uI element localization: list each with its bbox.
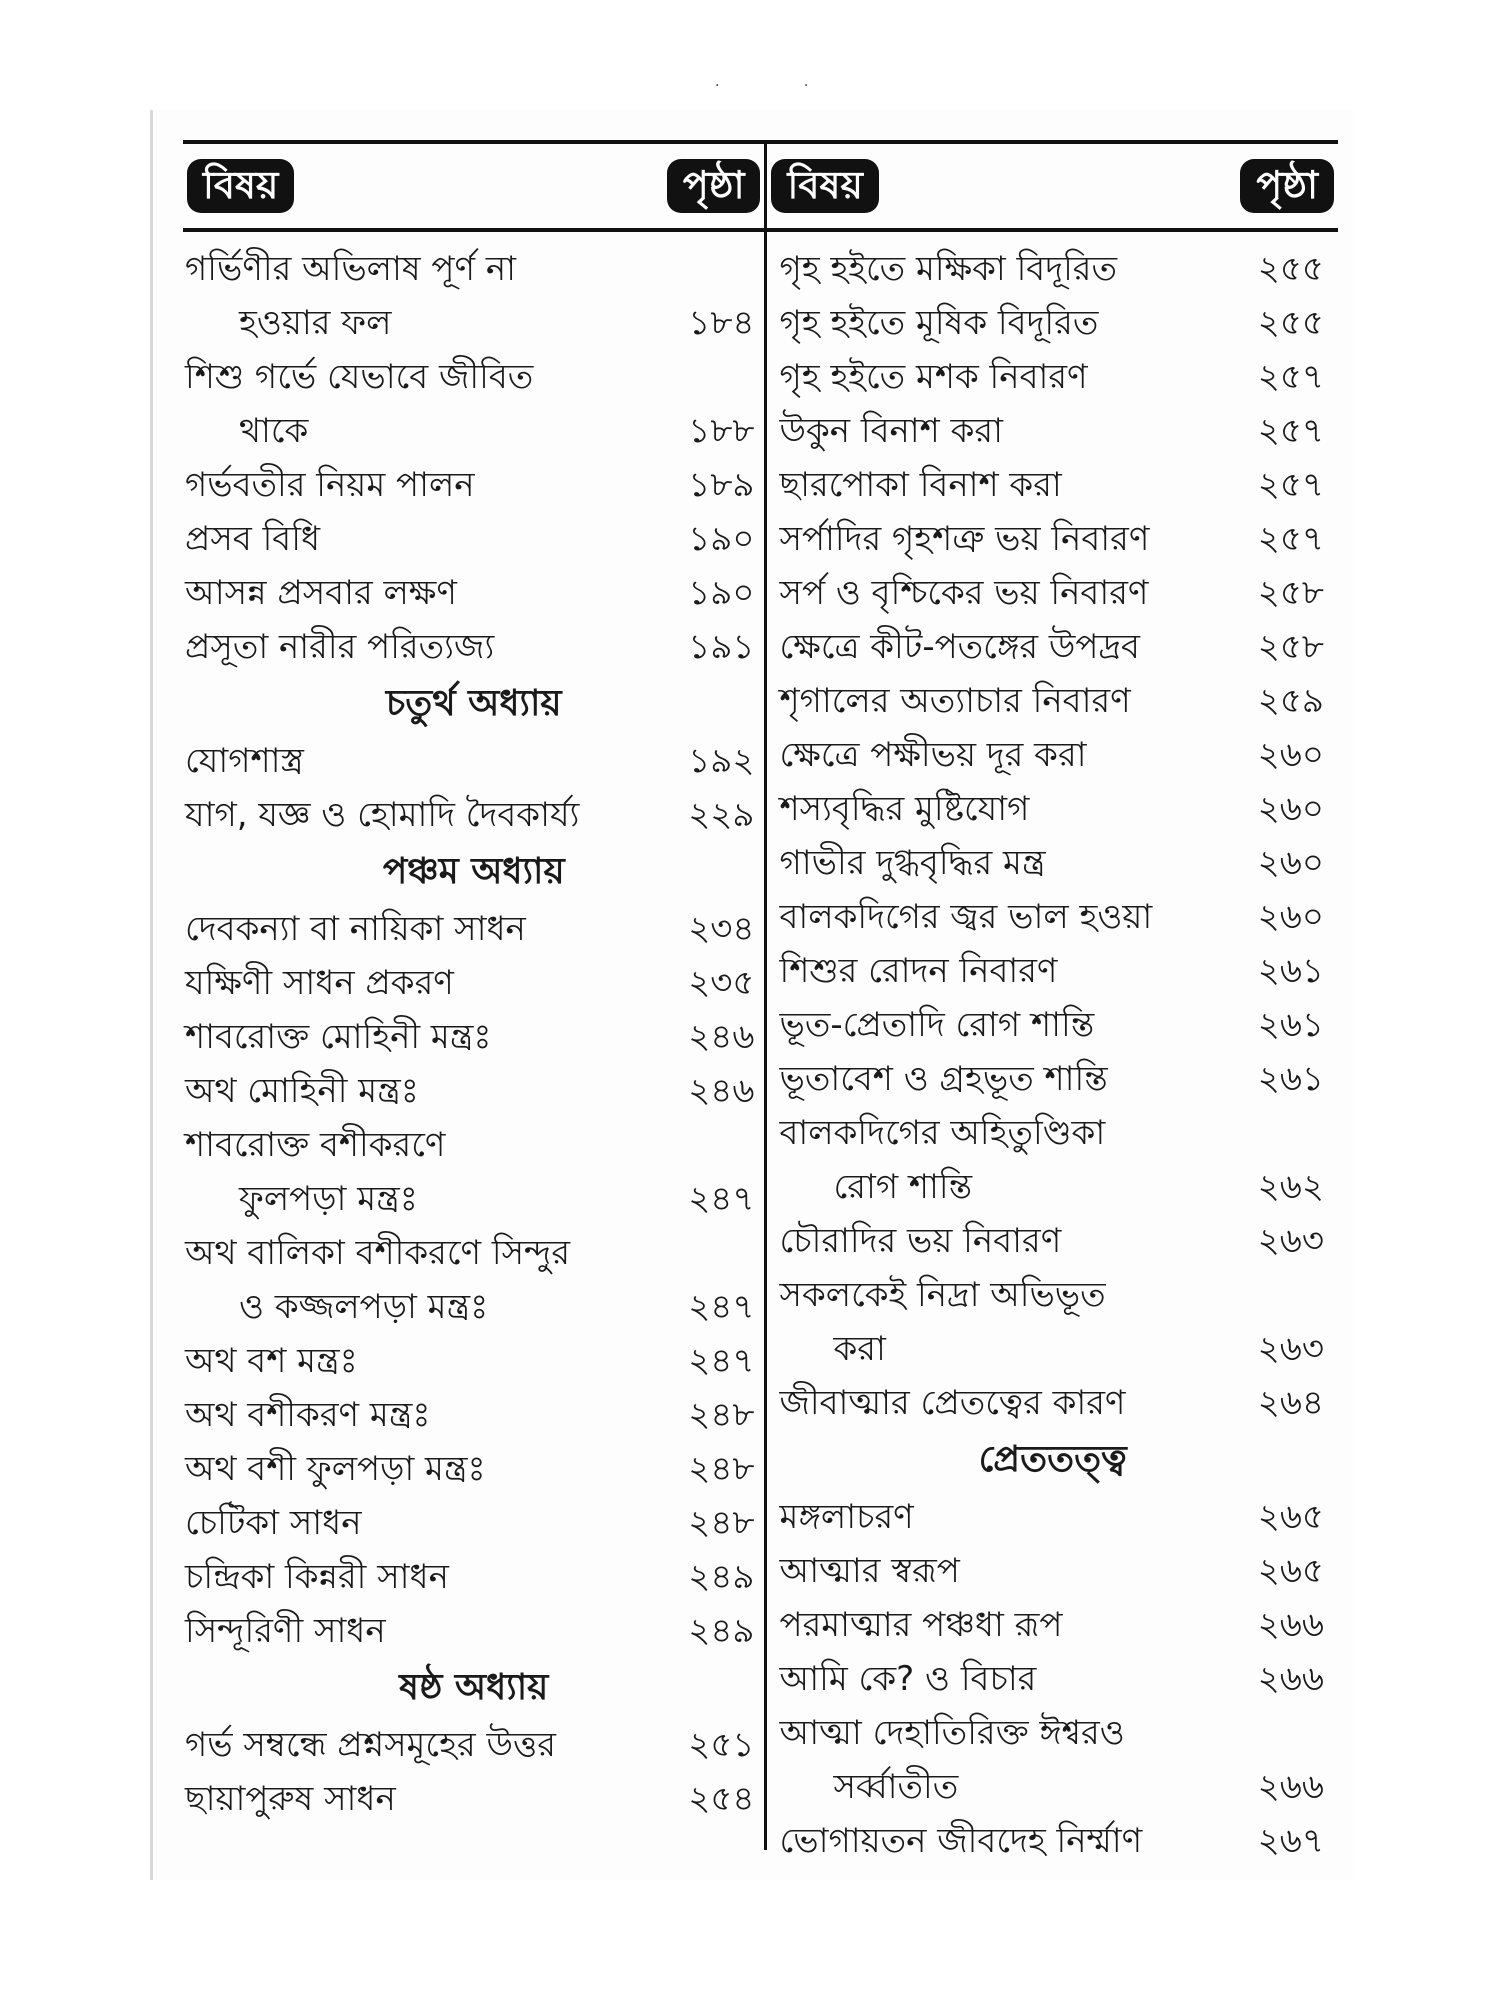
entry-page-number: ২৬৬ — [1257, 1605, 1324, 1645]
toc-entry — [183, 956, 764, 1010]
toc-entry — [767, 458, 1338, 512]
entry-page-number: ২৬২ — [1257, 1167, 1324, 1207]
entry-title: আত্মা দেহাতিরিক্ত ঈশ্বরও — [779, 1713, 1125, 1753]
entry-title: আত্মার স্বরূপ — [779, 1551, 960, 1591]
toc-entry — [767, 1214, 1338, 1268]
toc-entry — [767, 1268, 1338, 1322]
entry-title: বালকদিগের অহিতুণ্ডিকা — [779, 1113, 1106, 1153]
entry-title: সিন্দূরিণী সাধন — [185, 1611, 386, 1651]
entry-page-number: ২২৯ — [688, 795, 755, 835]
toc-entry — [183, 1334, 764, 1388]
toc-entry — [767, 512, 1338, 566]
toc-entry — [767, 1322, 1338, 1376]
entry-title: গৃহ হইতে মক্ষিকা বিদূরিত — [779, 249, 1118, 289]
entry-page-number: ১৮৪ — [688, 303, 755, 343]
entry-title: শাবরোক্ত মোহিনী মন্ত্রঃ — [185, 1017, 492, 1057]
entry-title: যক্ষিণী সাধন প্রকরণ — [185, 963, 454, 1003]
entry-title: ভোগায়তন জীবদেহ নির্ম্মাণ — [779, 1821, 1143, 1861]
toc-entry — [183, 788, 764, 842]
toc-entry — [767, 1652, 1338, 1706]
toc-entry — [183, 734, 764, 788]
entry-page-number: ২৬০ — [1257, 897, 1324, 937]
entry-title: ছায়াপুরুষ সাধন — [185, 1779, 396, 1819]
toc-entry — [767, 1598, 1338, 1652]
entry-title: করা — [833, 1329, 886, 1369]
entry-page-number: ২৫১ — [688, 1725, 755, 1765]
entry-page-number: ১৯০ — [688, 519, 755, 559]
toc-entry — [767, 1760, 1338, 1814]
entry-title: সর্পাদির গৃহশত্রু ভয় নিবারণ — [779, 519, 1150, 559]
entry-page-number: ১৮৯ — [688, 465, 755, 505]
toc-entry — [767, 890, 1338, 944]
entry-page-number: ২৬৫ — [1257, 1497, 1324, 1537]
entry-title: থাকে — [239, 411, 309, 451]
entry-title: অথ বালিকা বশীকরণে সিন্দুর — [185, 1233, 571, 1273]
entry-title: গর্ভবতীর নিয়ম পালন — [185, 465, 475, 505]
entry-title: শিশু গর্ভে যেভাবে জীবিত — [185, 357, 534, 397]
entry-title: অথ বশ মন্ত্রঃ — [185, 1341, 358, 1381]
entry-page-number: ২৬০ — [1257, 735, 1324, 775]
entry-page-number: ২৬৭ — [1257, 1821, 1324, 1861]
entry-title: পরমাত্মার পঞ্চধা রূপ — [779, 1605, 1063, 1645]
toc-entry — [767, 944, 1338, 998]
entry-title: ও কজ্জলপড়া মন্ত্রঃ — [239, 1287, 489, 1327]
entry-title: গৃহ হইতে মশক নিবারণ — [779, 357, 1088, 397]
toc-entry — [767, 1706, 1338, 1760]
entry-page-number: ২৩৪ — [688, 909, 755, 949]
toc-entry — [767, 674, 1338, 728]
entry-title: বালকদিগের জ্বর ভাল হওয়া — [779, 897, 1153, 937]
entry-page-number: ২৪৯ — [688, 1611, 755, 1651]
table-of-contents — [183, 140, 1338, 1861]
toc-entry — [183, 1226, 764, 1280]
entry-page-number: ২৬১ — [1257, 1059, 1324, 1099]
entry-page-number: ২৪৭ — [688, 1287, 755, 1327]
left-header-row — [183, 140, 764, 232]
entry-page-number: ১৯০ — [688, 573, 755, 613]
toc-entry — [183, 458, 764, 512]
toc-entry — [767, 728, 1338, 782]
entry-page-number: ২৪৭ — [688, 1179, 755, 1219]
toc-entry — [183, 1280, 764, 1334]
entry-title: গর্ভিণীর অভিলাষ পূর্ণ না — [185, 249, 516, 289]
section-heading: ষষ্ঠ অধ্যায় — [399, 1667, 549, 1708]
entry-title: ভূতাবেশ ও গ্রহভূত শান্তি — [779, 1059, 1108, 1099]
entry-page-number: ২৪৮ — [688, 1395, 755, 1435]
entry-page-number: ২৫৫ — [1257, 303, 1324, 343]
section-heading: পঞ্চম অধ্যায় — [382, 851, 565, 892]
entry-title: যোগশাস্ত্র — [185, 741, 304, 781]
entry-page-number: ২৬০ — [1257, 843, 1324, 883]
entry-page-number: ২৪৯ — [688, 1557, 755, 1597]
entry-page-number: ২৬৩ — [1257, 1221, 1324, 1261]
section-heading: চতুর্থ অধ্যায় — [385, 683, 562, 724]
entry-title: ছারপোকা বিনাশ করা — [779, 465, 1062, 505]
right-header-row — [767, 140, 1338, 232]
entry-title: চেটিকা সাধন — [185, 1503, 362, 1543]
entry-title: সকলকেই নিদ্রা অভিভূত — [779, 1275, 1106, 1315]
entry-title: ফুলপড়া মন্ত্রঃ — [239, 1179, 418, 1219]
entry-title: শস্যবৃদ্ধির মুষ্টিযোগ — [779, 789, 1030, 829]
entry-title: প্রসব বিধি — [185, 519, 321, 559]
toc-entry — [183, 902, 764, 956]
entry-title: ক্ষেত্রে পক্ষীভয় দূর করা — [779, 735, 1087, 775]
entry-page-number: ২৬১ — [1257, 951, 1324, 991]
right-entries — [767, 232, 1338, 1868]
entry-page-number: ২৬৬ — [1257, 1659, 1324, 1699]
toc-entry — [183, 1772, 764, 1826]
left-column — [183, 140, 767, 1850]
entry-title: আসন্ন প্রসবার লক্ষণ — [185, 573, 457, 613]
entry-page-number: ২৬৪ — [1257, 1383, 1324, 1423]
entry-page-number: ২৫৭ — [1257, 357, 1324, 397]
entry-page-number: ২৫৭ — [1257, 465, 1324, 505]
entry-page-number: ২৬১ — [1257, 1005, 1324, 1045]
entry-title: সর্প ও বৃশ্চিকের ভয় নিবারণ — [779, 573, 1149, 613]
entry-page-number: ১৮৮ — [688, 411, 755, 451]
entry-page-number: ২৬৩ — [1257, 1329, 1324, 1369]
entry-page-number: ২৪৮ — [688, 1503, 755, 1543]
entry-title: আমি কে? ও বিচার — [779, 1659, 1037, 1699]
entry-title: গৃহ হইতে মূষিক বিদূরিত — [779, 303, 1099, 343]
right-subject-header: বিষয় — [771, 159, 878, 213]
toc-entry — [767, 1160, 1338, 1214]
entry-title: হওয়ার ফল — [239, 303, 392, 343]
entry-title: ভূত-প্রেতাদি রোগ শান্তি — [779, 1005, 1095, 1045]
entry-page-number: ২৩৫ — [688, 963, 755, 1003]
left-subject-header: বিষয় — [187, 159, 294, 213]
entry-title: দেবকন্যা বা নায়িকা সাধন — [185, 909, 526, 949]
section-heading: প্রেততত্ত্ব — [978, 1439, 1127, 1480]
toc-entry — [183, 350, 764, 404]
entry-title: মঙ্গলাচরণ — [779, 1497, 914, 1537]
entry-title: শিশুর রোদন নিবারণ — [779, 951, 1058, 991]
entry-title: শাবরোক্ত বশীকরণে — [185, 1125, 446, 1165]
entry-title: রোগ শান্তি — [833, 1167, 973, 1207]
entry-page-number: ২৬৫ — [1257, 1551, 1324, 1591]
entry-page-number: ২৪৭ — [688, 1341, 755, 1381]
entry-title: গাভীর দুগ্ধবৃদ্ধির মন্ত্র — [779, 843, 1046, 883]
entry-title: অথ মোহিনী মন্ত্রঃ — [185, 1071, 419, 1111]
entry-title: ক্ষেত্রে কীট-পতঙ্গের উপদ্রব — [779, 627, 1140, 667]
toc-entry — [183, 1718, 764, 1772]
toc-entry — [767, 350, 1338, 404]
toc-entry — [767, 998, 1338, 1052]
left-page-header: পৃষ্ঠা — [667, 159, 761, 213]
entry-page-number: ২৪৬ — [688, 1017, 755, 1057]
toc-entry — [767, 1814, 1338, 1868]
entry-title: সর্ব্বাতীত — [833, 1767, 959, 1807]
entry-title: চন্দ্রিকা কিন্নরী সাধন — [185, 1557, 449, 1597]
entry-page-number: ২৬০ — [1257, 789, 1324, 829]
entry-title: অথ বশীকরণ মন্ত্রঃ — [185, 1395, 431, 1435]
entry-page-number: ২৫৯ — [1257, 681, 1324, 721]
toc-entry — [183, 1010, 764, 1064]
toc-entry — [183, 1496, 764, 1550]
toc-entry — [767, 242, 1338, 296]
entry-page-number: ২৫৭ — [1257, 519, 1324, 559]
toc-entry — [183, 620, 764, 674]
print-specks: · · — [715, 78, 849, 94]
entry-page-number: ১৯১ — [688, 627, 755, 667]
entry-page-number: ২৬৬ — [1257, 1767, 1324, 1807]
entry-title: অথ বশী ফুলপড়া মন্ত্রঃ — [185, 1449, 486, 1489]
entry-title: যাগ, যজ্ঞ ও হোমাদি দৈবকার্য্য — [185, 795, 580, 835]
entry-page-number: ১৯২ — [688, 741, 755, 781]
entry-page-number: ২৫৪ — [688, 1779, 755, 1819]
toc-entry — [183, 1550, 764, 1604]
entry-title: উকুন বিনাশ করা — [779, 411, 1003, 451]
toc-entry — [767, 1376, 1338, 1430]
entry-page-number: ২৪৬ — [688, 1071, 755, 1111]
entry-page-number: ২৪৮ — [688, 1449, 755, 1489]
entry-page-number: ২৫৮ — [1257, 573, 1324, 613]
right-column — [767, 140, 1338, 1861]
toc-entry — [767, 620, 1338, 674]
toc-entry — [767, 782, 1338, 836]
toc-entry — [183, 296, 764, 350]
entry-title: চৌরাদির ভয় নিবারণ — [779, 1221, 1062, 1261]
toc-entry — [767, 296, 1338, 350]
toc-entry — [183, 512, 764, 566]
left-entries — [183, 232, 764, 1826]
entry-title: গর্ভ সম্বন্ধে প্রশ্নসমূহের উত্তর — [185, 1725, 556, 1765]
toc-entry — [183, 1172, 764, 1226]
toc-entry — [767, 1052, 1338, 1106]
entry-page-number: ২৫৮ — [1257, 627, 1324, 667]
toc-entry — [767, 836, 1338, 890]
right-page-header: পৃষ্ঠা — [1240, 159, 1334, 213]
toc-entry — [767, 404, 1338, 458]
toc-entry — [767, 566, 1338, 620]
toc-entry — [183, 1118, 764, 1172]
toc-entry — [183, 1604, 764, 1658]
toc-entry — [183, 1064, 764, 1118]
toc-entry — [767, 1490, 1338, 1544]
toc-entry — [183, 1442, 764, 1496]
entry-page-number: ২৫৫ — [1257, 249, 1324, 289]
toc-entry — [767, 1544, 1338, 1598]
entry-title: প্রসূতা নারীর পরিত্যজ্য — [185, 627, 495, 667]
entry-title: শৃগালের অত্যাচার নিবারণ — [779, 681, 1131, 721]
toc-entry — [183, 566, 764, 620]
entry-title: জীবাত্মার প্রেতত্বের কারণ — [779, 1383, 1126, 1423]
toc-entry — [183, 1388, 764, 1442]
toc-entry — [183, 404, 764, 458]
entry-page-number: ২৫৭ — [1257, 411, 1324, 451]
toc-entry — [183, 242, 764, 296]
toc-entry — [767, 1106, 1338, 1160]
